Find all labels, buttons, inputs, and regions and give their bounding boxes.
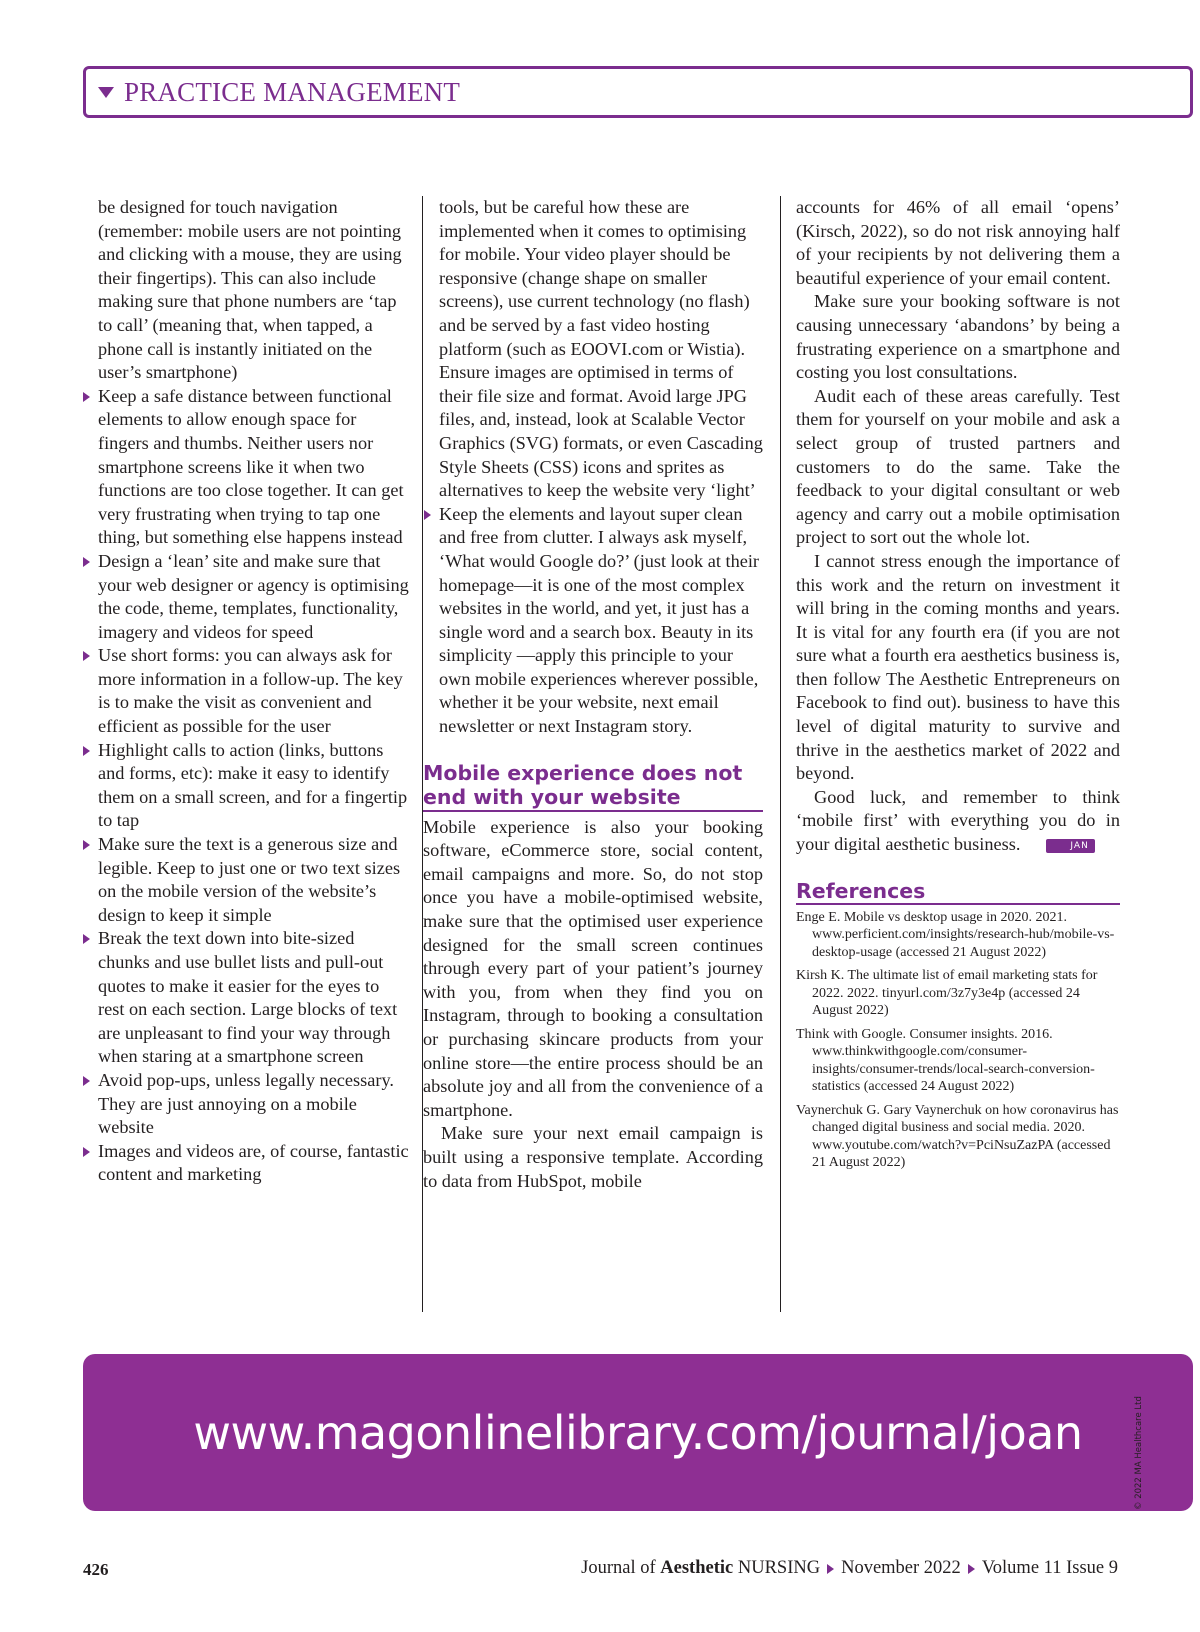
paragraph: Audit each of these areas carefully. Test them for yourself on your mobile and ask a select group of trusted partners and customers to do the same. Take the feedback to your digital consultant or web agency and carry out a mobile optimisation project to sort out the whole lot. (796, 385, 1120, 548)
reference-item: Vaynerchuk G. Gary Vaynerchuk on how coronavirus has changed digital business and social media. 2020. www.youtube.com/watch?v=PciNsuZazPA (accessed 21 August 2022) (796, 1102, 1119, 1171)
bullet-list (439, 196, 763, 739)
section-title: PRACTICE MANAGEMENT (124, 76, 461, 107)
bullet-item-continued: tools, but be careful how these are implemented when it comes to optimising for mobile. Your video player should be responsive (change shape on smaller screens), use current technology (no flash) and be served by a fast video hosting platform (such as EOOVI.com or Wistia). Ensure images are optimised in terms of their file size and format. Avoid large JPG files, and, instead, look at Scalable Vector Graphics (SVG) formats, or even Cascading Style Sheets (CSS) icons and sprites as alternatives to keep the website very ‘light’ (439, 197, 763, 501)
journal-name-prefix: Journal of (581, 1558, 661, 1578)
reference-item: Kirsh K. The ultimate list of email marketing stats for 2022. 2022. tinyurl.com/3z7y3e4p (accessed 24 August 2022) (796, 968, 1098, 1019)
paragraph: accounts for 46% of all email ‘opens’ (Kirsch, 2022), so do not risk annoying half of your recipients by not delivering them a beautiful experience of your email content. (796, 197, 1120, 288)
section-header (83, 66, 1193, 118)
paragraph: be designed for touch navigation (remember: mobile users are not pointing and clicking with a mouse, they are using their fingertips). This can also include making sure that phone numbers are ‘tap to call’ (meaning that, when tapped, a phone call is instantly initiated on the user’s smartphone) (98, 197, 402, 383)
footer-journal-info (581, 1558, 1118, 1579)
bullet-item: Make sure the text is a generous size and legible. Keep to just one or two text sizes on the mobile version of the website’s design to keep it simple (98, 833, 410, 927)
bullet-list (98, 385, 410, 1187)
article-column-3 (796, 196, 1120, 1178)
triangle-right-icon (968, 1564, 975, 1574)
closing-text: Good luck, and remember to think ‘mobile first’ with everything you do in your digital aesthetic business. (796, 786, 1120, 855)
copyright-notice: © 2022 MA Healthcare Ltd (1134, 1396, 1144, 1510)
end-mark-icon: JAN (1046, 839, 1094, 853)
article-column-2 (423, 196, 763, 1193)
reference-item: Enge E. Mobile vs desktop usage in 2020. 2021. www.perficient.com/insights/research-hub/mobile-vs-desktop-usage (accessed 21 August 2022) (796, 909, 1115, 960)
references-heading: References (796, 879, 1120, 905)
article-column-1 (98, 196, 410, 1187)
journal-name-bold: Aesthetic (660, 1558, 734, 1578)
bullet-item: Keep the elements and layout super clean and free from clutter. I always ask myself, ‘What would Google do?’ (just look at their homepage—it is one of the most complex websites in the world, and yet, it just has a single word and a search box. Beauty in its simplicity —apply this principle to your own mobile experiences wherever possible, whether it be your website, next email newsletter or next Instagram story. (439, 503, 763, 739)
paragraph: Mobile experience is also your booking software, eCommerce store, social content, email campaigns and more. So, do not stop once you have a mobile-optimised website, make sure that the optimised user experience designed for the small screen continues through every part of your patient’s journey with you, from when they find you on Instagram, through to booking a consultation or purchasing skincare products from your online store—the entire process should be an absolute joy and all from the convenience of a smartphone. (423, 816, 763, 1120)
issue-date: November 2022 (841, 1558, 961, 1578)
page-number: 426 (83, 1560, 109, 1579)
reference-item: Think with Google. Consumer insights. 2016. www.thinkwithgoogle.com/consumer-insights/consumer-trends/local-search-conversion-statistics (accessed 24 August 2022) (796, 1026, 1095, 1095)
bullet-item: Break the text down into bite-sized chunks and use bullet lists and pull-out quotes to make it easier for the eyes to rest on each section. Large blocks of text are unpleasant to find your way through when staring at a smartphone screen (98, 927, 410, 1069)
bullet-item: Images and videos are, of course, fantastic content and marketing (98, 1140, 410, 1187)
bullet-item: Design a ‘lean’ site and make sure that your web designer or agency is optimising the code, theme, templates, functionality, imagery and videos for speed (98, 550, 410, 644)
column-divider (780, 196, 781, 1312)
paragraph: I cannot stress enough the importance of this work and the return on investment it will bring in the coming months and years. It is vital for any fourth era (if you are not sure what a fourth era aesthetics business is, then follow The Aesthetic Entrepreneurs on Facebook to find out). business to have this level of digital maturity to survive and thrive in the aesthetics market of 2022 and beyond. (796, 550, 1120, 784)
triangle-down-icon (98, 87, 114, 98)
bullet-item: Highlight calls to action (links, buttons and forms, etc): make it easy to identify them on a small screen, and for a fingertip to tap (98, 739, 410, 833)
journal-name-suffix: NURSING (733, 1558, 821, 1578)
bullet-item: Use short forms: you can always ask for more information in a follow-up. The key is to make the visit as convenient and efficient as possible for the user (98, 644, 410, 738)
bullet-item: Keep a safe distance between functional elements to allow enough space for fingers and thumbs. Neither users nor smartphone screens like it when two functions are too close together. It can get very frustrating when trying to tap one thing, but something else happens instead (98, 385, 410, 550)
subheading: Mobile experience does not end with your website (423, 761, 763, 812)
journal-url-link[interactable]: www.magonlinelibrary.com/journal/joan (193, 1405, 1083, 1460)
paragraph: Make sure your next email campaign is built using a responsive template. According to data from HubSpot, mobile (423, 1123, 763, 1191)
triangle-right-icon (827, 1564, 834, 1574)
bullet-item: Avoid pop-ups, unless legally necessary. They are just annoying on a mobile website (98, 1069, 410, 1140)
journal-url-banner[interactable] (83, 1354, 1193, 1511)
paragraph: Make sure your booking software is not causing unnecessary ‘abandons’ by being a frustrating experience on a smartphone and costing you lost consultations. (796, 291, 1120, 383)
volume-issue: Volume 11 Issue 9 (981, 1558, 1118, 1578)
paragraph (796, 786, 1120, 857)
